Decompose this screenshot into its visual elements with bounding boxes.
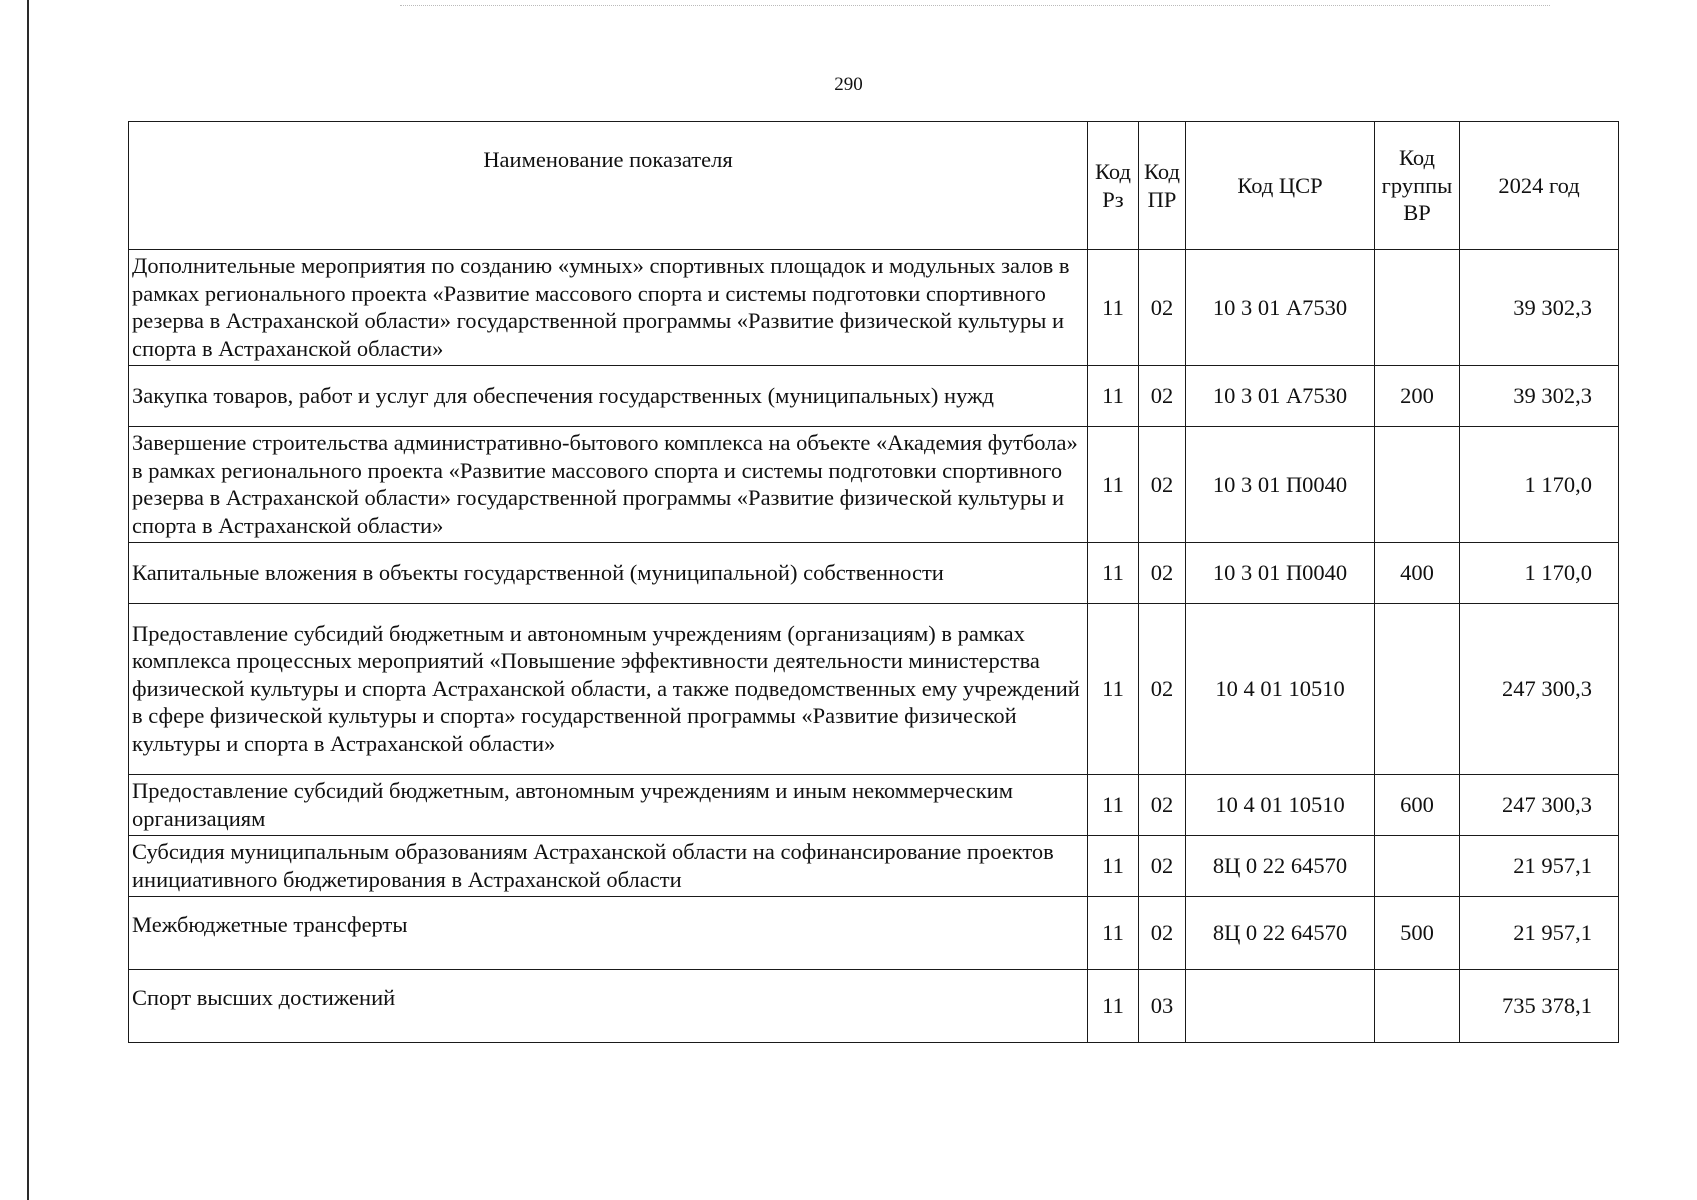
row-pr: 02 [1139, 836, 1186, 897]
row-vr [1375, 427, 1460, 543]
row-amount: 1 170,0 [1460, 543, 1619, 604]
row-csr: 10 4 01 10510 [1186, 775, 1375, 836]
scan-top-edge [400, 5, 1550, 7]
row-pr: 02 [1139, 366, 1186, 427]
table-row [129, 427, 1619, 543]
row-amount: 21 957,1 [1460, 836, 1619, 897]
table-row [129, 836, 1619, 897]
header-year: 2024 год [1460, 122, 1619, 250]
header-pr: Код ПР [1139, 122, 1186, 250]
row-amount: 21 957,1 [1460, 897, 1619, 970]
table-header-row [129, 122, 1619, 250]
scan-left-edge [27, 0, 29, 1200]
row-name: Субсидия муниципальным образованиям Астраханской области на софинансирование проектов инициативного бюджетирования в Астраханской области [129, 836, 1088, 897]
row-vr [1375, 836, 1460, 897]
row-vr: 400 [1375, 543, 1460, 604]
row-vr [1375, 604, 1460, 775]
table-row [129, 604, 1619, 775]
row-amount: 735 378,1 [1460, 970, 1619, 1043]
row-rz: 11 [1088, 970, 1139, 1043]
table-row [129, 366, 1619, 427]
row-name: Завершение строительства административно-бытового комплекса на объекте «Академия футбола» в рамках регионального проекта «Развитие массового спорта и системы подготовки спортивного резерва в Астраханской области» государственной программы «Развитие физической культуры и спорта в Астраханской области» [129, 427, 1088, 543]
row-name: Предоставление субсидий бюджетным и автономным учреждениям (организациям) в рамках комплекса процессных мероприятий «Повышение эффективности деятельности министерства физической культуры и спорта Астраханской области, а также подведомственных ему учреждений в сфере физической культуры и спорта» государственной программы «Развитие физической культуры и спорта в Астраханской области» [129, 604, 1088, 775]
row-csr: 10 3 01 П0040 [1186, 543, 1375, 604]
row-csr: 8Ц 0 22 64570 [1186, 836, 1375, 897]
row-name: Дополнительные мероприятия по созданию «умных» спортивных площадок и модульных залов в рамках регионального проекта «Развитие массового спорта и системы подготовки спортивного резерва в Астраханской области» государственной программы «Развитие физической культуры и спорта в Астраханской области» [129, 250, 1088, 366]
row-pr: 02 [1139, 604, 1186, 775]
row-csr: 8Ц 0 22 64570 [1186, 897, 1375, 970]
row-vr: 200 [1375, 366, 1460, 427]
row-csr: 10 3 01 А7530 [1186, 250, 1375, 366]
row-name: Капитальные вложения в объекты государственной (муниципальной) собственности [129, 543, 1088, 604]
row-csr: 10 3 01 А7530 [1186, 366, 1375, 427]
budget-table [128, 121, 1619, 1043]
header-vr: Код группы ВР [1375, 122, 1460, 250]
row-pr: 02 [1139, 543, 1186, 604]
table-row [129, 970, 1619, 1043]
row-amount: 39 302,3 [1460, 250, 1619, 366]
row-vr [1375, 970, 1460, 1043]
table-row [129, 897, 1619, 970]
table-row [129, 250, 1619, 366]
row-name: Межбюджетные трансферты [129, 897, 1088, 970]
row-amount: 39 302,3 [1460, 366, 1619, 427]
row-rz: 11 [1088, 427, 1139, 543]
header-name: Наименование показателя [129, 122, 1088, 250]
row-pr: 02 [1139, 775, 1186, 836]
row-rz: 11 [1088, 897, 1139, 970]
page-number: 290 [834, 74, 863, 95]
header-rz: Код Рз [1088, 122, 1139, 250]
row-amount: 1 170,0 [1460, 427, 1619, 543]
table-row [129, 775, 1619, 836]
table-row [129, 543, 1619, 604]
row-rz: 11 [1088, 836, 1139, 897]
row-vr: 500 [1375, 897, 1460, 970]
row-csr: 10 3 01 П0040 [1186, 427, 1375, 543]
row-rz: 11 [1088, 775, 1139, 836]
row-rz: 11 [1088, 543, 1139, 604]
row-name: Закупка товаров, работ и услуг для обеспечения государственных (муниципальных) нужд [129, 366, 1088, 427]
row-csr [1186, 970, 1375, 1043]
row-rz: 11 [1088, 250, 1139, 366]
row-amount: 247 300,3 [1460, 604, 1619, 775]
row-rz: 11 [1088, 604, 1139, 775]
row-pr: 03 [1139, 970, 1186, 1043]
row-name: Спорт высших достижений [129, 970, 1088, 1043]
header-csr: Код ЦСР [1186, 122, 1375, 250]
row-vr [1375, 250, 1460, 366]
row-pr: 02 [1139, 250, 1186, 366]
row-pr: 02 [1139, 427, 1186, 543]
row-vr: 600 [1375, 775, 1460, 836]
row-pr: 02 [1139, 897, 1186, 970]
row-csr: 10 4 01 10510 [1186, 604, 1375, 775]
row-rz: 11 [1088, 366, 1139, 427]
row-amount: 247 300,3 [1460, 775, 1619, 836]
row-name: Предоставление субсидий бюджетным, автономным учреждениям и иным некоммерческим организациям [129, 775, 1088, 836]
